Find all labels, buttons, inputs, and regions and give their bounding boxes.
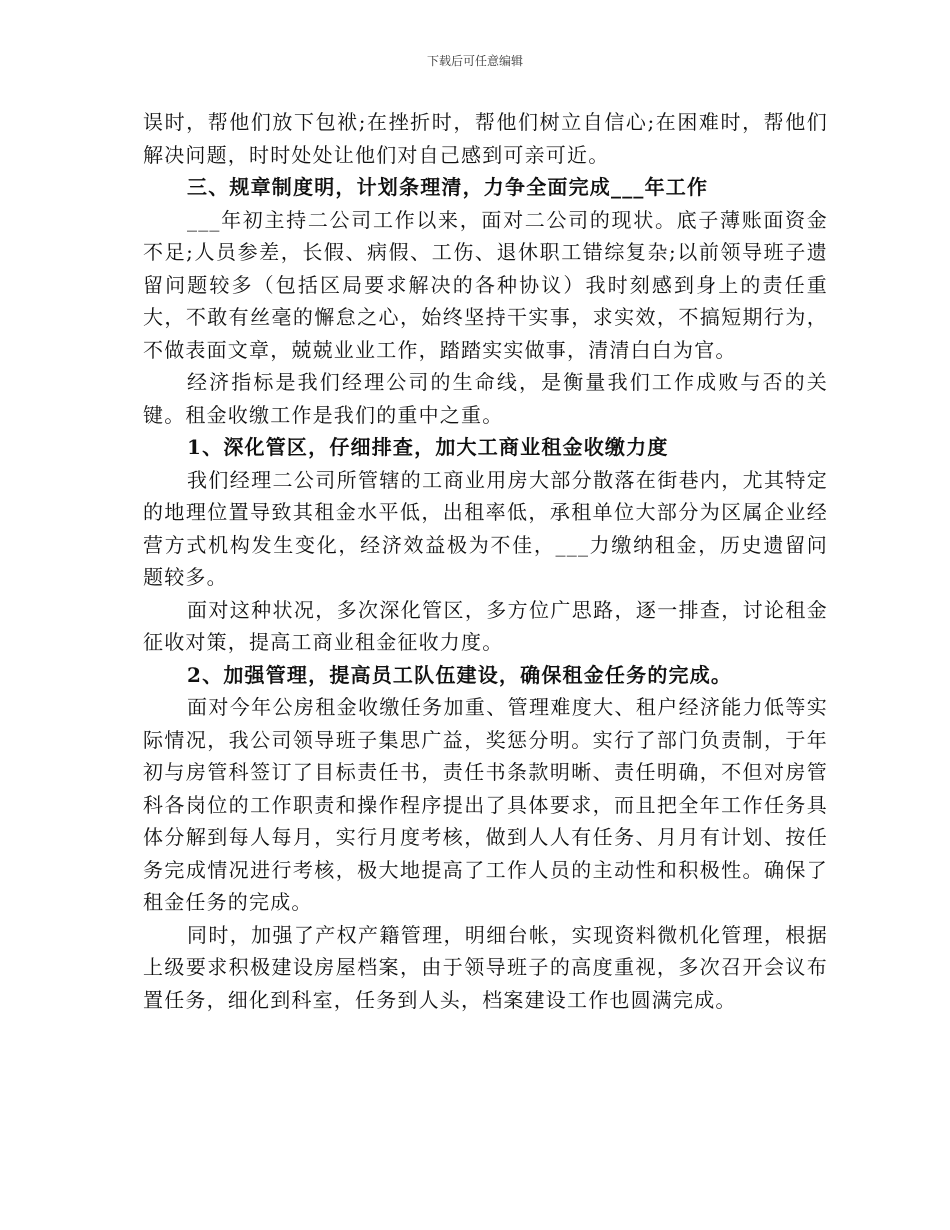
paragraph-economic-indicators: 经济指标是我们经理公司的生命线，是衡量我们工作成败与否的关键。租金收缴工作是我们的重中之重。 <box>143 370 828 427</box>
section-heading-three: 三、规章制度明，计划条理清，力争全面完成___年工作 <box>187 175 709 199</box>
paragraph-intro: ___年初主持二公司工作以来，面对二公司的现状。底子薄账面资金不足;人员参差，长假、病假、工伤、退休职工错综复杂;以前领导班子遗留问题较多（包括区局要求解决的各种协议）我时刻感到身上的责任重大，不敢有丝毫的懈怠之心，始终坚持干实事，求实效，不搞短期行为，不做表面文章，兢兢业业工作，踏踏实实做事，清清白白为官。 <box>143 207 828 362</box>
subheading-two: 2、加强管理，提高员工队伍建设，确保租金任务的完成。 <box>187 662 733 687</box>
document-body <box>143 106 828 1016</box>
page-header: 下载后可任意编辑 <box>426 54 523 68</box>
paragraph-archive-management: 同时，加强了产权产籍管理，明细台帐，实现资料微机化管理，根据上级要求积极建设房屋档案，由于领导班子的高度重视，多次召开会议布置任务，细化到科室，任务到人头，档案建设工作也圆满完成。 <box>143 922 828 1012</box>
paragraph-management-responsibility: 面对今年公房租金收缴任务加重、管理难度大、租户经济能力低等实际情况，我公司领导班子集思广益，奖惩分明。实行了部门负责制，于年初与房管科签订了目标责任书，责任书条款明晰、责任明确，不但对房管科各岗位的工作职责和操作程序提出了具体要求，而且把全年工作任务具体分解到每人每月，实行月度考核，做到人人有任务、月月有计划、按任务完成情况进行考核，极大地提高了工作人员的主动性和积极性。确保了租金任务的完成。 <box>143 695 828 914</box>
paragraph-rent-collection-measures: 面对这种状况，多次深化管区，多方位广思路，逐一排查，讨论租金征收对策，提高工商业租金征收力度。 <box>143 597 828 654</box>
paragraph-commercial-properties: 我们经理二公司所管辖的工商业用房大部分散落在街巷内，尤其特定的地理位置导致其租金水平低，出租率低，承租单位大部分为区属企业经营方式机构发生变化，经济效益极为不佳，___力缴纳租金，历史遗留问题较多。 <box>143 467 828 589</box>
paragraph-continued: 误时，帮他们放下包袱;在挫折时，帮他们树立自信心;在困难时，帮他们解决问题，时时处处让他们对自己感到可亲可近。 <box>143 110 828 167</box>
subheading-one: 1、深化管区，仔细排查，加大工商业租金收缴力度 <box>187 435 669 459</box>
